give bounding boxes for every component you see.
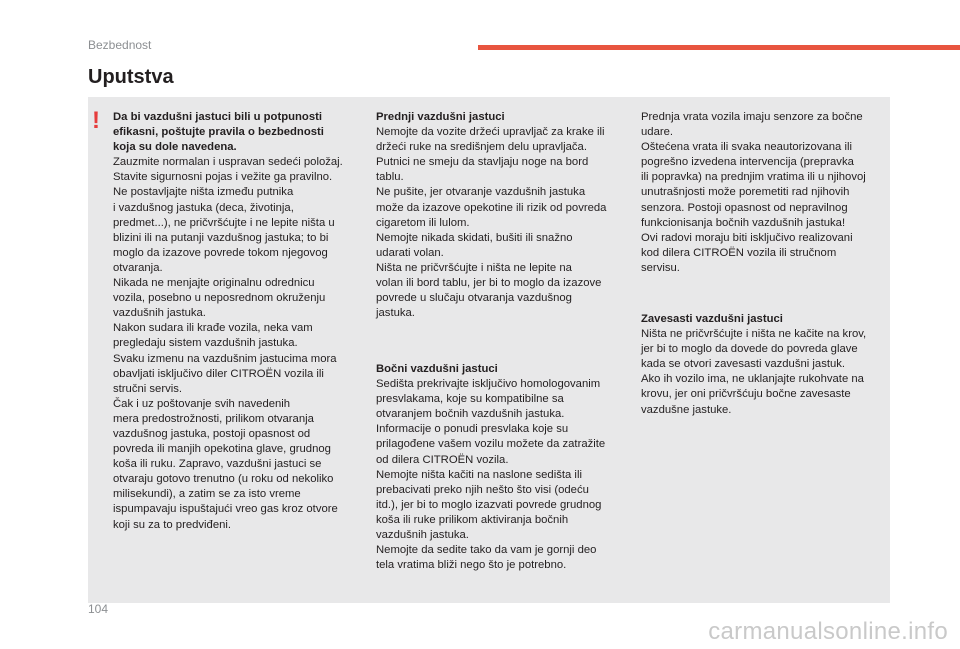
side-airbags-body: Sedišta prekrivajte isključivo homologovanim presvlakama, koje su kompatibilne sa otvaranjem bočnih vazdušnih jastuka. Informacije o ponudi presvlaka koje su prilagođene vašem vozilu možete da zatražite od dilera CITROËN vozila. Nemojte ništa kačiti na naslone sedišta ili prebacivati preko njih nešto što visi (odeću itd.), jer bi to moglo izazvati povrede grudnog koša ili ruke prilikom aktiviranja bočnih vazdušnih jastuka. Nemojte da sedite tako da vam je gornji deo tela vratima bliži nego što je potrebno. <box>376 378 606 572</box>
header-accent-bar <box>478 45 960 50</box>
warning-icon: ! <box>92 107 100 134</box>
column-general <box>113 110 363 533</box>
column-front-airbags <box>376 110 631 321</box>
general-intro: Da bi vazdušni jastuci bili u potpunosti efikasni, poštujte pravila o bezbednosti koja su dole navedena. <box>113 111 324 154</box>
side-airbags-heading: Bočni vazdušni jastuci <box>376 363 498 375</box>
page-number: 104 <box>88 602 109 616</box>
curtain-airbags-body: Ništa ne pričvršćujte i ništa ne kačite na krov, jer bi to moglo da dovede do povreda glave kada se otvori zavesasti vazdušni jastuk. Ako ih vozilo ima, ne uklanjajte rukohvate na krovu, jer oni pričvršćuju bočne zavesaste vazdušne jastuke. <box>641 328 867 416</box>
doors-body: Prednja vrata vozila imaju senzore za bočne udare. Oštećena vrata ili svaka neautorizovana ili pogrešno izvedena intervencija (prepravka ili popravka) na prednjim vratima ili u njihovoj unutrašnjosti može poremetiti rad njihovih senzora. Postoji opasnost od nepravilnog funkcionisanja bočnih vazdušnih jastuka! Ovi radovi moraju biti isključivo realizovani kod dilera CITROËN vozila ili stručnom servisu. <box>641 111 866 274</box>
front-airbags-body: Nemojte da vozite držeći upravljač za krake ili držeći ruke na središnjem delu upravljača. Putnici ne smeju da stavljaju noge na bord tablu. Ne pušite, jer otvaranje vazdušnih jastuka može da izazove opekotine ili rizik od povreda cigaretom ili lulom. Nemojte nikada skidati, bušiti ili snažno udarati volan. Ništa ne pričvršćujte i ništa ne lepite na volan ili bord tablu, jer bi to moglo da izazove povrede u slučaju otvaranja vazdušnog jastuka. <box>376 126 607 320</box>
watermark: carmanualsonline.info <box>708 618 948 645</box>
page-title: Uputstva <box>88 66 174 88</box>
section-curtain-airbags <box>641 312 886 418</box>
curtain-airbags-heading: Zavesasti vazdušni jastuci <box>641 313 783 325</box>
general-body: Zauzmite normalan i uspravan sedeći položaj. Stavite sigurnosni pojas i vežite ga pravilno. Ne postavljajte ništa između putnika i vazdušnog jastuka (deca, životinja, predmet...), ne pričvršćujte i ne lepite ništa u blizini ili na putanji vazdušnog jastuka; to bi moglo da izazove povrede tokom njegovog otvaranja. Nikada ne menjajte originalnu odrednicu vozila, posebno u neposrednom okruženju vazdušnih jastuka. Nakon sudara ili krađe vozila, neka vam pregledaju sistem vazdušnih jastuka. Svaku izmenu na vazdušnim jastucima mora obavljati isključivo diler CITROËN vozila ili stručni servis. Čak i uz poštovanje svih navedenih mera predostrožnosti, prilikom otvaranja vazdušnog jastuka, postoji opasnost od povreda ili manjih opekotina glave, grudnog koša ili ruku. Zapravo, vazdušni jastuci se otvaraju gotovo trenutno (u roku od nekoliko milisekundi), a zatim se za isto vreme ispumpavaju ispuštajući vreo gas kroz otvore koji su za to predviđeni. <box>113 156 343 531</box>
column-doors <box>641 110 886 276</box>
front-airbags-heading: Prednji vazdušni jastuci <box>376 111 505 123</box>
section-label: Bezbednost <box>88 38 152 52</box>
section-side-airbags <box>376 362 631 573</box>
